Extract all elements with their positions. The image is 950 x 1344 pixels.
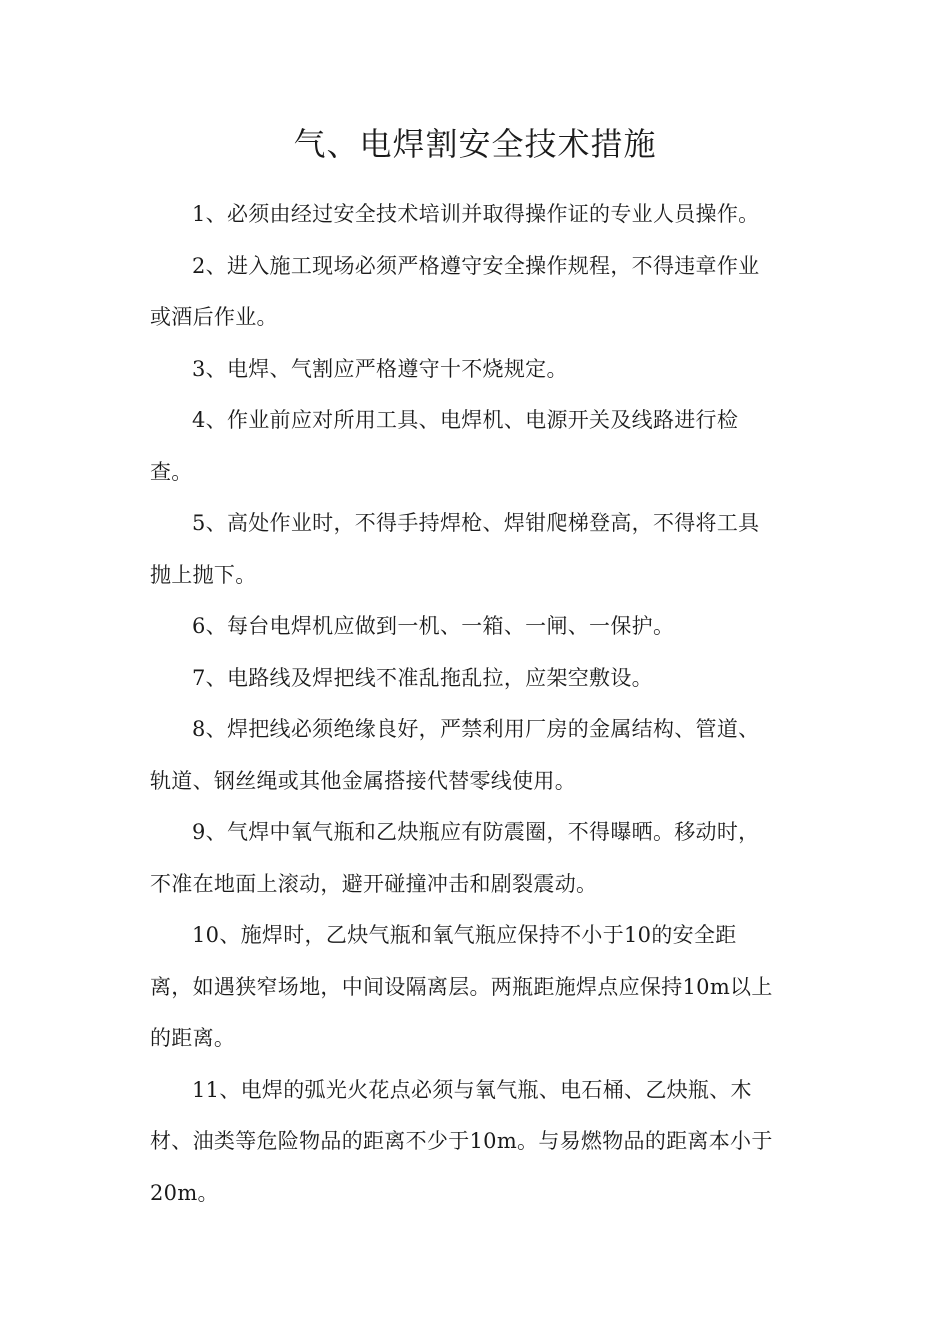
paragraph-7: [150, 653, 800, 705]
paragraph-line: 或酒后作业。: [150, 305, 278, 329]
paragraph-line: 7、电路线及焊把线不准乱拖乱拉，应架空敷设。: [192, 665, 653, 690]
paragraph-10: [150, 910, 800, 1065]
paragraph-line: 材、油类等危险物品的距离不少于10m。与易燃物品的距离本小于: [150, 1129, 773, 1153]
document-body: [150, 189, 800, 1219]
paragraph-9: [150, 807, 800, 910]
paragraph-line: 查。: [150, 459, 193, 484]
paragraph-line: 的距离。: [150, 1026, 236, 1050]
paragraph-line: 4、作业前应对所用工具、电焊机、电源开关及线路进行检: [192, 408, 739, 432]
paragraph-1: [150, 189, 800, 241]
paragraph-line: 9、气焊中氧气瓶和乙炔瓶应有防震圈，不得曝晒。移动时，: [192, 820, 760, 844]
paragraph-line: 6、每台电焊机应做到一机、一箱、一闸、一保护。: [192, 614, 675, 638]
paragraph-line: 8、焊把线必须绝缘良好，严禁利用厂房的金属结构、管道、: [192, 717, 760, 741]
paragraph-2: [150, 241, 800, 344]
paragraph-line: 不准在地面上滚动，避开碰撞冲击和剧裂震动。: [150, 871, 598, 896]
paragraph-11: [150, 1065, 800, 1220]
paragraph-6: [150, 601, 800, 653]
paragraph-line: 离，如遇狭窄场地，中间设隔离层。两瓶距施焊点应保持10m以上: [150, 974, 773, 999]
paragraph-line: 抛上抛下。: [150, 562, 257, 587]
paragraph-line: 轨道、钢丝绳或其他金属搭接代替零线使用。: [150, 768, 576, 793]
paragraph-line: 1、必须由经过安全技术培训并取得操作证的专业人员操作。: [192, 202, 760, 226]
paragraph-4: [150, 395, 800, 498]
paragraph-line: 2、进入施工现场必须严格遵守安全操作规程，不得违章作业: [192, 253, 760, 278]
paragraph-line: 11、电焊的弧光火花点必须与氧气瓶、电石桶、乙炔瓶、木: [192, 1077, 752, 1102]
paragraph-line: 20m。: [150, 1180, 219, 1205]
paragraph-8: [150, 704, 800, 807]
paragraph-5: [150, 498, 800, 601]
paragraph-line: 10、施焊时，乙炔气瓶和氧气瓶应保持不小于10的安全距: [192, 923, 737, 947]
paragraph-line: 5、高处作业时，不得手持焊枪、焊钳爬梯登高，不得将工具: [192, 511, 760, 535]
paragraph-line: 3、电焊、气割应严格遵守十不烧规定。: [192, 356, 568, 381]
paragraph-3: [150, 344, 800, 396]
page-title: 气、电焊割安全技术措施: [293, 125, 657, 163]
